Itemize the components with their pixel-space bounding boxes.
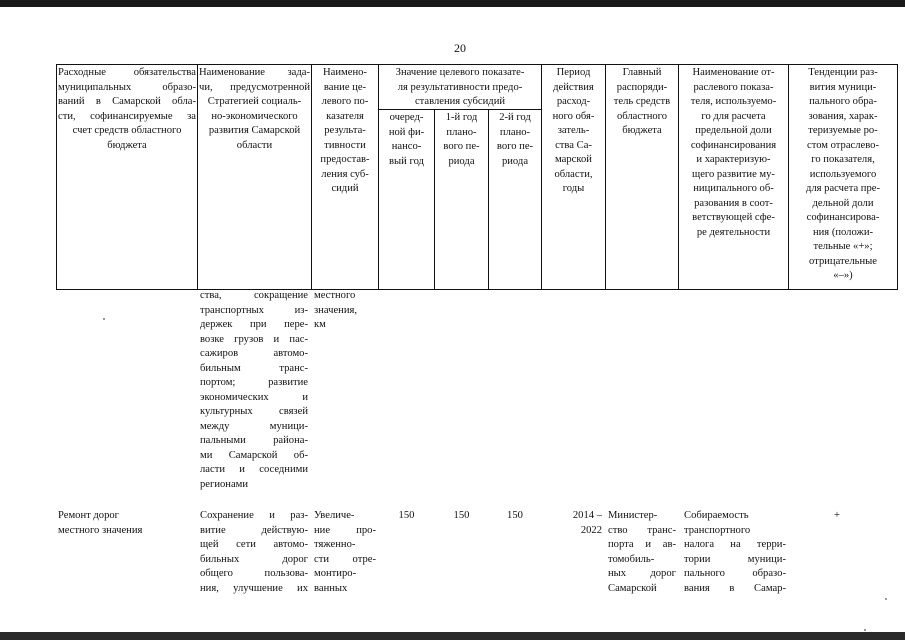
header-planning-year-1: 1-й год плано- вого пе- риода (443, 112, 480, 167)
continuation-task-text: ства, сокращение транспортных из- держек при пере- возке грузов и пас- сажиров автомо- бильным транс- портом; развитие экономических и культурных связей между муници- пальными района- ми Самарской об- ласти и соседними регионами (200, 290, 308, 490)
top-scan-border (0, 0, 905, 7)
header-sector-indicator: Наименование от- раслевого показа- теля, используемо- го для расчета предельной доли софинансирования и характеризую- щего развитие му- ниципального об- разования в соот- ветствующей сфе- ре деятельности (690, 67, 777, 238)
header-target-value-group: Значение целевого показате- ля результативности предо- ставления субсидий (395, 67, 525, 107)
row-value-planning-year-2: 150 (507, 510, 523, 521)
header-indicator-name: Наимено- вание це- левого по- казателя результа- тивности предостав- ления суб- сидий (320, 67, 370, 194)
scan-speck (864, 629, 866, 631)
row-chief-administrator: Министер- ство транс- порта и ав- томобиль- ных дорог Самарской (608, 510, 676, 594)
scan-speck (885, 598, 887, 600)
header-planning-year-2: 2-й год плано- вого пе- риода (496, 112, 534, 167)
row-obligation: Ремонт дорог местного значения (58, 510, 143, 536)
row-period: 2014 – 2022 (572, 510, 602, 536)
bottom-scan-border (0, 632, 905, 640)
header-trends: Тенденции раз- вития муници- пального обра- зования, харак- теризуемые ро- стом отраслево- го показателя, используемого для расчета пре- дельной доли софинансирова- ния (положи- тельные «+»; отрицательные «–») (805, 67, 881, 281)
header-chief-administrator: Главный распоряди- тель средств областного бюджета (613, 67, 671, 136)
continuation-indicator-text: местного значения, км (314, 290, 358, 330)
header-task: Наименование зада- чи, предусмотренной Стратегией социаль- но-экономического развития Самарской области (199, 67, 310, 151)
row-indicator: Увеличе- ние про- тяженно- сти отре- монтиро- ванных (314, 510, 376, 594)
row-sector-indicator: Собираемость транспортного налога на терри- тории муници- пального образо- вания в Самар- (684, 510, 786, 594)
header-obligations: Расходные обязательства муниципальных образо- ваний в Самарской обла- сти, софинансируемые за счет средств областного бюджета (58, 67, 196, 151)
row-task: Сохранение и раз- витие действую- щей сети автомо- бильных дорог общего пользова- ния, улучшение их (200, 510, 308, 594)
page-number: 20 (454, 41, 466, 55)
row-trend: + (834, 510, 840, 521)
row-value-current-year: 150 (398, 510, 415, 521)
row-value-planning-year-1: 150 (453, 510, 470, 521)
scan-speck (103, 318, 105, 320)
header-period: Период действия расход- ного обя- затель- ства Са- марской области, годы (552, 67, 595, 194)
header-current-year: очеред- ной фи- нансо- вый год (388, 112, 425, 167)
